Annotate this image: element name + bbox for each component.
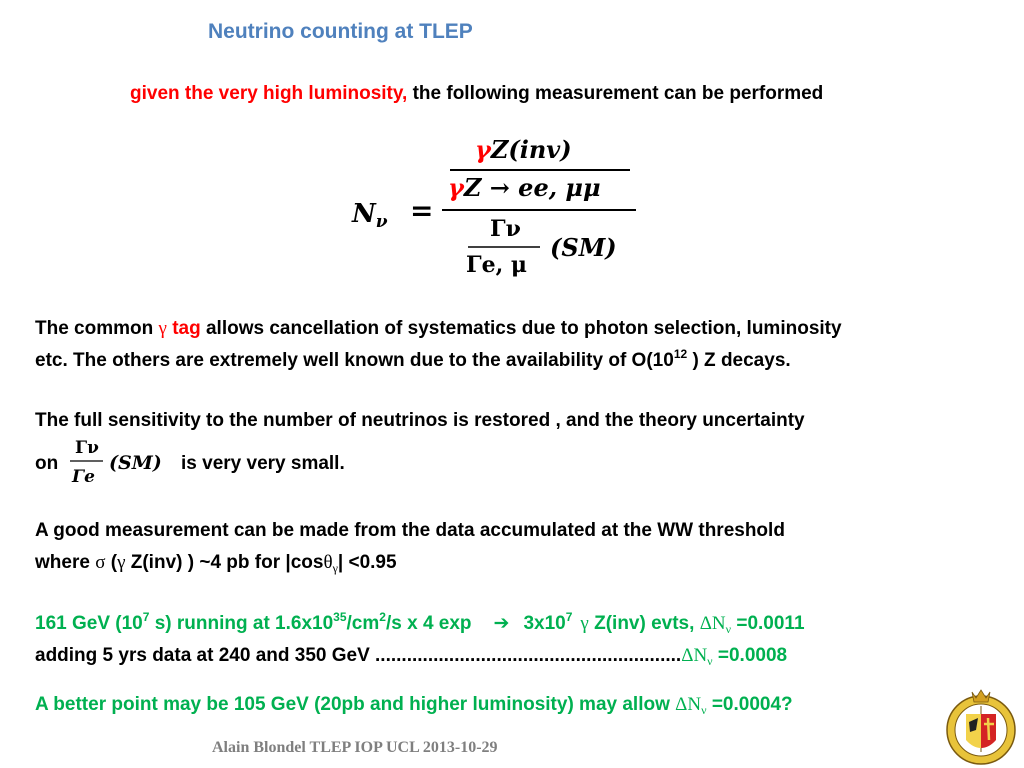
p1-line2: etc. The others are extremely well known due to the availability of $O(10^{12}$ ) Z decays. (35, 347, 791, 371)
formula-lhs: Nν (352, 199, 388, 232)
gamma-symbol: γ (117, 552, 126, 573)
p2-line1: The full sensitivity to the number of neutrinos is restored , and the theory uncertainty (35, 410, 805, 431)
formula-equals: = (410, 194, 434, 227)
p3-line1: A good measurement can be made from the data accumulated at the WW threshold (35, 520, 785, 541)
svg-text:Γe: Γe (72, 467, 95, 487)
footer-text: Alain Blondel TLEP IOP UCL 2013-10-29 (212, 739, 498, 756)
intro-black-text: the following measurement can be performed (407, 83, 824, 104)
neutrino-formula (350, 128, 650, 288)
width-ratio-fraction (67, 433, 179, 489)
formula-sm: (SM) (550, 233, 617, 262)
p2-tail: is very very small. (181, 453, 345, 474)
intro-red-text: given the very high luminosity, (130, 83, 408, 104)
arrow-right-icon: ➔ (493, 612, 510, 634)
formula-num-bottom: γZ → ee, μμ (448, 173, 601, 202)
svg-text:(SM): (SM) (109, 452, 162, 474)
sigma-symbol: σ (95, 552, 106, 573)
p4-line2: adding 5 yrs data at 240 and 350 GeV $..........................................................\Delta N_\nu =0.0008$ (35, 645, 788, 668)
formula-den-den: Γe, μ (466, 252, 528, 278)
paragraph-better-point: A better point may be 105 GeV (20pb and higher luminosity) may allow $\Delta N_\nu =0.0004$? (35, 694, 793, 717)
intro-line (130, 83, 823, 105)
tag-word: tag (166, 318, 201, 339)
formula-num-top: γZ(inv) (475, 135, 572, 164)
theta-symbol: θ (323, 552, 333, 573)
gamma-symbol: γ (580, 613, 589, 634)
p1-line1: The common γ tag allows cancellation of systematics due to photon selection, luminosity (35, 318, 842, 339)
gamma-symbol: γ (158, 318, 167, 339)
paragraph-common-tag (35, 313, 842, 377)
paragraph-running (35, 607, 805, 672)
p3-line2: where σ (γ Z(inv) ) ~4 pb for |cosθ$_\gamma$| <0.95 (35, 552, 397, 575)
p2-on: on (35, 453, 59, 474)
svg-text:Γν: Γν (75, 438, 99, 458)
slide-title: Neutrino counting at TLEP (208, 20, 473, 43)
university-of-geneva-seal-icon (942, 688, 1020, 766)
paragraph-ww-threshold (35, 515, 785, 579)
formula-den-num: Γν (490, 216, 521, 242)
p4-line1: 161 GeV ($10^7$ s) running at $1.6x10^{35}/cm^2/s$ x 4 exp ➔ $3x10^7$ γ Z(inv) evts, $\Delta N_\nu =0.0011$ (35, 610, 805, 636)
